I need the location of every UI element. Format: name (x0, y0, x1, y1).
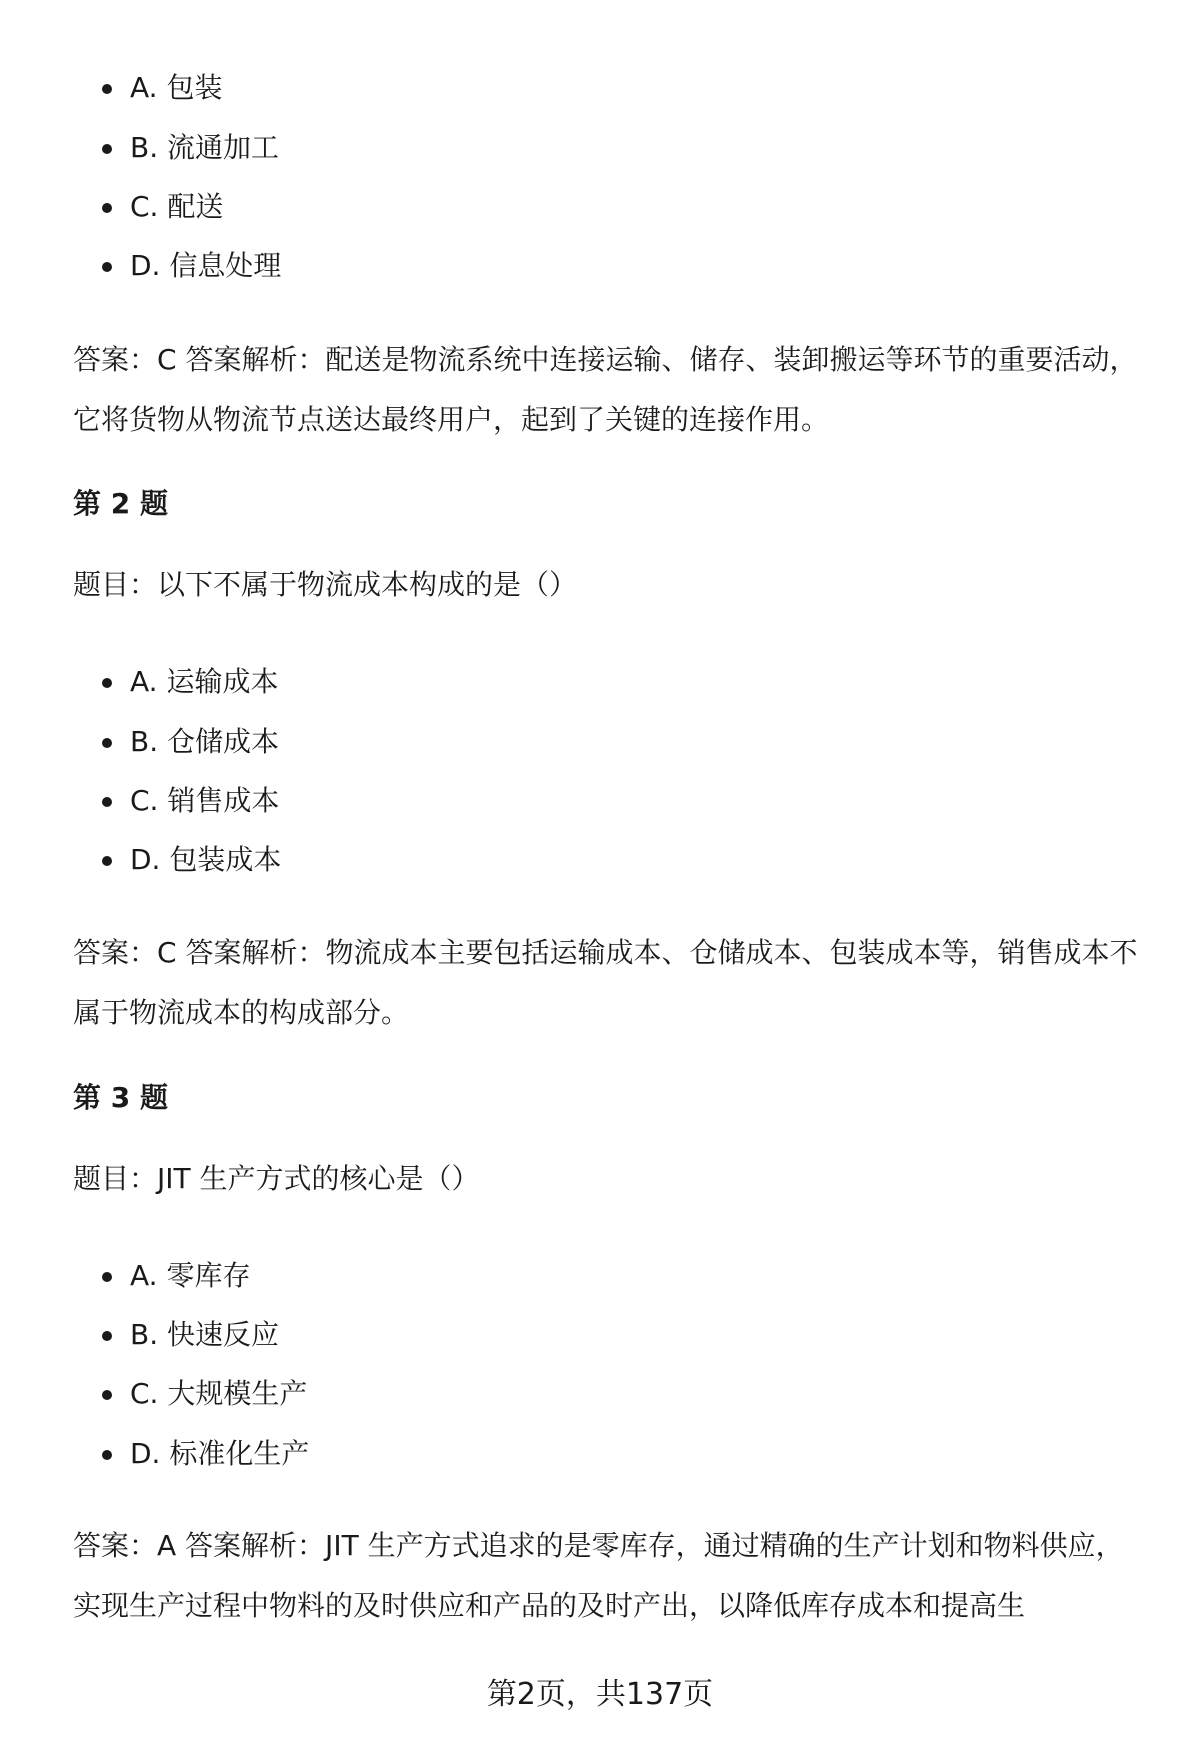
list-item: A. 包装 (130, 68, 222, 108)
q1-answer: 答案：C 答案解析：配送是物流系统中连接运输、储存、装卸搬运等环节的重要活动，它将货物从物流节点送达最终用户，起到了关键的连接作用。 (73, 343, 1138, 436)
list-item: B. 流通加工 (130, 128, 279, 168)
list-item: D. 信息处理 (130, 246, 281, 286)
q2-heading: 第 2 题 (73, 487, 168, 520)
list-item: B. 快速反应 (130, 1315, 279, 1355)
list-item: A. 运输成本 (130, 662, 278, 702)
list-item: C. 大规模生产 (130, 1374, 307, 1414)
list-item: C. 配送 (130, 187, 223, 227)
list-item: A. 零库存 (130, 1256, 250, 1296)
q3-heading: 第 3 题 (73, 1081, 168, 1114)
list-item: B. 仓储成本 (130, 722, 279, 762)
q2-answer: 答案：C 答案解析：物流成本主要包括运输成本、仓储成本、包装成本等，销售成本不属于物流成本的构成部分。 (73, 936, 1138, 1029)
list-item: D. 包装成本 (130, 840, 281, 880)
page-number-footer: 第2页，共137页 (486, 1677, 714, 1712)
q3-answer: 答案：A 答案解析：JIT 生产方式追求的是零库存，通过精确的生产计划和物料供应，实现生产过程中物料的及时供应和产品的及时产出，以降低库存成本和提高生 (73, 1529, 1124, 1622)
q2-question: 题目：以下不属于物流成本构成的是（） (73, 568, 578, 601)
list-item: D. 标准化生产 (130, 1434, 309, 1474)
list-item: C. 销售成本 (130, 781, 279, 821)
q3-question: 题目：JIT 生产方式的核心是（） (73, 1162, 480, 1195)
